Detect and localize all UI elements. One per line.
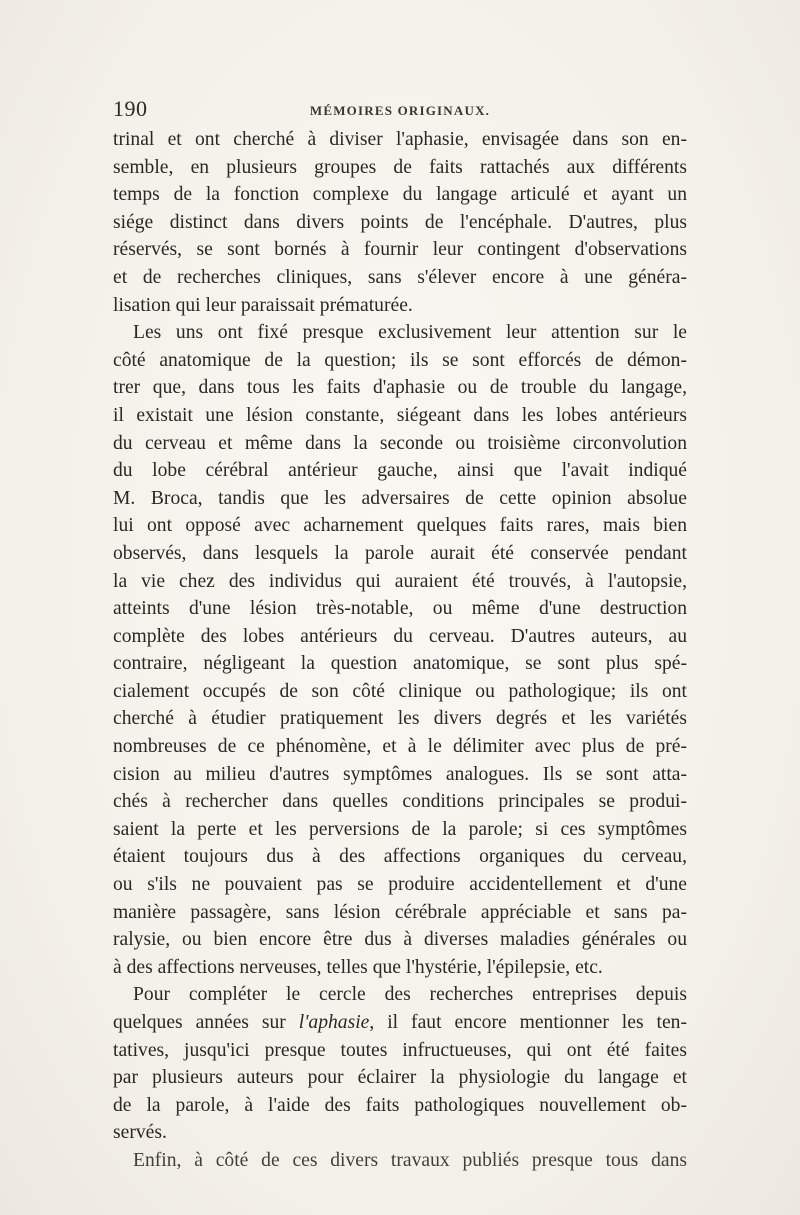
page-number: 190 xyxy=(113,96,148,121)
italic-term-prefix: l' xyxy=(298,1012,309,1033)
text-line: contraire, négligeant la question anatomique, se sont plus spé- xyxy=(113,653,687,675)
text-line: manière passagère, sans lésion cérébrale appréciable et sans pa- xyxy=(113,901,687,923)
text-line: réservés, se sont bornés à fournir leur contingent d'observations xyxy=(113,239,687,261)
text-line: la vie chez des individus qui auraient été trouvés, à l'autopsie, xyxy=(113,570,687,592)
paragraph-start-line: Enfin, à côté de ces divers travaux publiés presque tous dans xyxy=(133,1149,687,1171)
text-line: semble, en plusieurs groupes de faits rattachés aux différents xyxy=(113,156,687,178)
text-line: côté anatomique de la question; ils se sont efforcés de démon- xyxy=(113,349,687,371)
text-segment: , il faut encore mentionner les ten- xyxy=(369,1012,687,1033)
text-line: cialement occupés de son côté clinique ou pathologique; ils ont xyxy=(113,680,687,702)
text-line: du cerveau et même dans la seconde ou troisième circonvolution xyxy=(113,432,687,454)
page-header xyxy=(113,96,687,126)
text-line: ou s'ils ne pouvaient pas se produire accidentellement et d'une xyxy=(113,874,687,896)
text-line: et de recherches cliniques, sans s'élever encore à une généra- xyxy=(113,266,687,288)
text-line: de la parole, à l'aide des faits pathologiques nouvellement ob- xyxy=(113,1094,687,1116)
text-line: complète des lobes antérieurs du cerveau. D'autres auteurs, au xyxy=(113,625,687,647)
text-line: cherché à étudier pratiquement les divers degrés et les variétés xyxy=(113,708,687,730)
text-line: siége distinct dans divers points de l'encéphale. D'autres, plus xyxy=(113,211,687,233)
text-line: M. Broca, tandis que les adversaires de cette opinion absolue xyxy=(113,487,687,509)
text-line: ralysie, ou bien encore être dus à diverses maladies générales ou xyxy=(113,929,687,951)
text-line: temps de la fonction complexe du langage articulé et ayant un xyxy=(113,184,687,206)
text-line: atteints d'une lésion très-notable, ou même d'une destruction xyxy=(113,598,687,620)
text-line: du lobe cérébral antérieur gauche, ainsi que l'avait indiqué xyxy=(113,460,687,482)
text-line: tatives, jusqu'ici presque toutes infructueuses, qui ont été faites xyxy=(113,1039,687,1061)
text-line: nombreuses de ce phénomène, et à le délimiter avec plus de pré- xyxy=(113,736,687,758)
text-line: trinal et ont cherché à diviser l'aphasie, envisagée dans son en- xyxy=(113,129,687,150)
text-line: lisation qui leur paraissait prématurée. xyxy=(113,294,413,316)
text-line: trer que, dans tous les faits d'aphasie ou de trouble du langage, xyxy=(113,377,687,399)
text-line: il existait une lésion constante, siégeant dans les lobes antérieurs xyxy=(113,404,687,426)
text-segment: quelques années sur xyxy=(113,1012,286,1033)
paragraph-start-line: Pour compléter le cercle des recherches entreprises depuis xyxy=(133,984,687,1006)
text-line: saient la perte et les perversions de la parole; si ces symptômes xyxy=(113,818,687,840)
text-line: chés à rechercher dans quelles conditions principales se produi- xyxy=(113,791,687,813)
paragraph-start-line: Les uns ont fixé presque exclusivement leur attention sur le xyxy=(133,322,687,344)
text-line-with-italic xyxy=(113,1009,687,1037)
text-line: servés. xyxy=(113,1122,167,1144)
text-line: à des affections nerveuses, telles que l'hystérie, l'épilepsie, etc. xyxy=(113,956,603,978)
body-text xyxy=(113,126,687,1175)
text-line: par plusieurs auteurs pour éclairer la physiologie du langage et xyxy=(113,1067,687,1089)
text-line: observés, dans lesquels la parole aurait été conservée pendant xyxy=(113,542,687,564)
text-line: lui ont opposé avec acharnement quelques faits rares, mais bien xyxy=(113,515,687,537)
running-title: MÉMOIRES ORIGINAUX. xyxy=(309,103,491,118)
text-line: étaient toujours dus à des affections organiques du cerveau, xyxy=(113,846,687,868)
italic-term: aphasie xyxy=(308,1012,370,1033)
text-line: cision au milieu d'autres symptômes analogues. Ils se sont atta- xyxy=(113,763,687,785)
